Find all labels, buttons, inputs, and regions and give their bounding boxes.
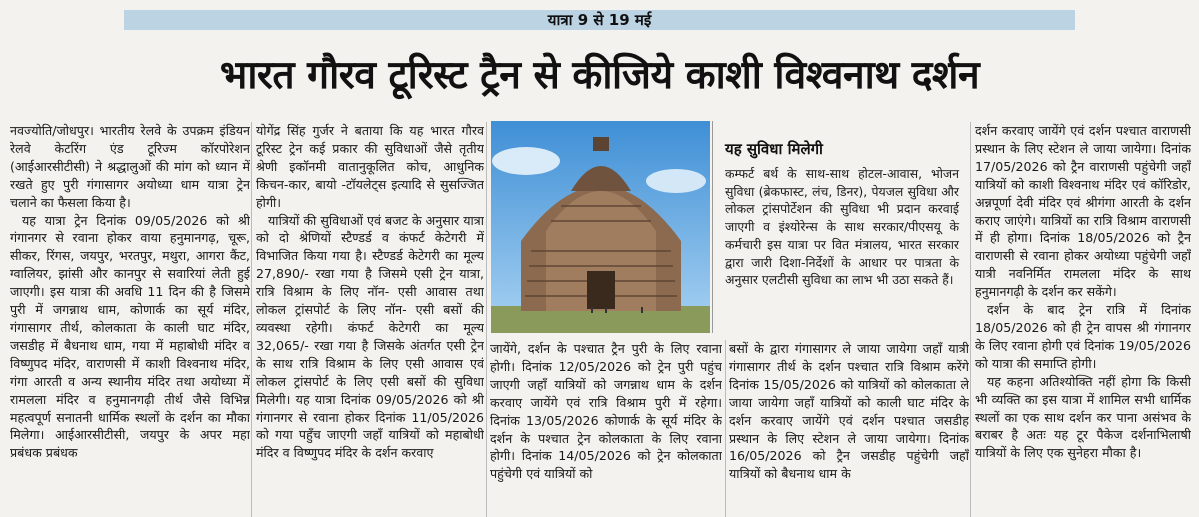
article-column-5	[975, 122, 1191, 517]
facilities-box-title: यह सुविधा मिलेगी	[725, 140, 823, 158]
column-paragraph: यह यात्रा ट्रेन दिनांक 09/05/2026 को श्री गंगानगर से रवाना होकर वाया हनुमानगढ़, चूरू, सीकर, रिंगस, जयपुर, भरतपुर, मथुरा, आगरा कैंट, ग्वालियर, झांसी और कानपुर से सवारियां लेती हुई जाएगी। इस यात्रा की अवधि 11 दिन की है जिसमे पुरी में जगन्नाथ धाम, कोणार्क का सूर्य मंदिर, गंगासागर तीर्थ, कोलकाता के काली घाट मंदिर, जसडीह में बैधनाथ धाम, गया में महाबोधी मंदिर व विष्णुपद मंदिर, वाराणसी में काशी विश्वनाथ मंदिर, गंगा आरती व अन्य स्थानीय मंदिर तथा अयोध्या में रामलला मंदिर व हनुमानगढ़ी तीर्थ जैसे विभिन्न महत्वपूर्ण सनातनी धार्मिक स्थलों के दर्शन का मौका मिलेगा। आईआरसीटीसी, जयपुर के अपर महा प्रबंधक प्रबंधक	[10, 212, 250, 461]
article-column-4	[729, 340, 969, 517]
column-paragraph: योगेंद्र सिंह गुर्जर ने बताया कि यह भारत गौरव टूरिस्ट ट्रेन कई प्रकार की सुविधाओं जैसे तृतीय श्रेणी इकॉनमी वातानुकूलित कोच, आधुनिक किचन-कार, बायो -टॉयलेट्स इत्यादि से सुसज्जित होगी।	[256, 123, 484, 210]
temple-illustration	[491, 121, 710, 333]
column-paragraph: नवज्योति/जोधपुर। भारतीय रेलवे के उपक्रम इंडियन रेलवे केटरिंग एंड टूरिज्म कॉरपोरेशन (आईआरसीटीसी) ने श्रद्धालुओं की मांग को ध्यान में रखते हुए पुरी गंगासागर अयोध्या धाम यात्रा ट्रेन चलाने का फैसला किया है।	[10, 123, 250, 210]
column-divider	[486, 122, 487, 517]
column-divider	[251, 122, 252, 517]
article-column-1	[10, 122, 250, 517]
column-paragraph: बसों के द्वारा गंगासागर ले जाया जायेगा जहाँ यात्री गंगासागर तीर्थ के दर्शन पश्चात रात्रि विश्राम करेंगे दिनांक 15/05/2026 को यात्रियों को कोलकाता ले जाया जायेगा जहाँ यात्रियों को काली घाट मंदिर के दर्शन करवाए जायेंगे एवं दर्शन पश्चात जसडीह प्रस्थान के लिए स्टेशन ले जाया जायेगा। दिनांक 16/05/2026 को ट्रैन जसडीह पहुंचेगी जहाँ यात्रियों को बैधनाथ धाम के	[729, 341, 969, 482]
facilities-box	[712, 121, 969, 333]
article-column-3	[490, 340, 722, 517]
column-paragraph: यात्रियों की सुविधाओं एवं बजट के अनुसार यात्रा को दो श्रेणियों स्टैण्डर्ड व कंफर्ट केटेगरी में विभाजित किया गया है। स्टैण्डर्ड केटेगरी का मूल्य 27,890/- रखा गया है जिसमे एसी ट्रेन यात्रा, रात्रि विश्राम के लिए नॉन- एसी आवास तथा लोकल ट्रांसपोर्ट के लिए नॉन- एसी बसों की व्यवस्था रहेगी। कंफर्ट केटेगरी का मूल्य 32,065/- रखा गया है जिसके अंतर्गत एसी ट्रेन के साथ रात्रि विश्राम के लिए एसी आवास एवं लोकल ट्रांसपोर्ट के लिए एसी बसों की सुविधा मिलेगी। यह यात्रा दिनांक 09/05/2026 को श्री गंगानगर से रवाना होकर दिनांक 11/05/2026 को गया पहुँच जाएगी जहाँ यात्रियों को महाबोधी मंदिर व विष्णुपद मंदिर के दर्शन करवाए	[256, 212, 484, 461]
column-divider	[725, 340, 726, 517]
column-paragraph: यह कहना अतिश्योक्ति नहीं होगा कि किसी भी व्यक्ति का इस यात्रा में शामिल सभी धार्मिक स्थलों का एक साथ दर्शन कर पाना असंभव के बराबर है अतः यह टूर पैकेज दर्शनाभिलाषी यात्रियों के लिए एक सुनेहरा मौका है।	[975, 373, 1191, 461]
column-divider	[970, 122, 971, 517]
column-paragraph: जायेंगे, दर्शन के पश्चात ट्रैन पुरी के लिए रवाना होगी। दिनांक 12/05/2026 को ट्रेन पुरी पहुंच जाएगी जहाँ यात्रियों को जगन्नाथ धाम के दर्शन करवाए जायेंगे एवं रात्रि विश्राम पुरी में रहेगा। दिनांक 13/05/2026 कोणार्क के सूर्य मंदिर के दर्शन के पश्चात ट्रेन कोलकाता के लिए रवाना होगी। दिनांक 14/05/2026 को ट्रेन कोलकाता पहुंचेगी एवं यात्रियों को	[490, 341, 722, 482]
column-paragraph: दर्शन करवाए जायेंगे एवं दर्शन पश्चात वाराणसी प्रस्थान के लिए स्टेशन ले जाया जायेगा। दिनांक 17/05/2026 को ट्रैन वाराणसी पहुंचेगी जहाँ यात्रियों को काशी विश्वनाथ मंदिर एवं कॉरिडोर, अन्नपूर्णा देवी मंदिर एवं श्रीगंगा आरती के दर्शन कराए जाएंगे। यात्रियों का रात्रि विश्राम वाराणसी में ही होगा। दिनांक 18/05/2026 को ट्रैन वाराणसी से रवाना होकर अयोध्या पहुंचेगी जहाँ यात्री नवनिर्मित रामलला मंदिर के साथ हनुमानगढ़ी के दर्शन कर सकेंगे।	[975, 123, 1191, 300]
facilities-box-body: कम्फर्ट बर्थ के साथ-साथ होटल-आवास, भोजन सुविधा (ब्रेकफास्ट, लंच, डिनर), पेयजल सुविधा और लोकल ट्रांसपोर्टेशन की सुविधा भी प्रदान करवाई जाएगी व इंश्योरेन्स के साथ सरकार/पीएसयू के कर्मचारी इस यात्रा पर वित मंत्रालय, भारत सरकार द्वारा जारी दिशा-निर्देशों के आधार पर पात्रता के अनुसार एलटीसी सुविधा का लाभ भी उठा सकते हैं।	[725, 166, 959, 288]
headline: भारत गौरव टूरिस्ट ट्रैन से कीजिये काशी विश्वनाथ दर्शन	[219, 53, 980, 98]
column-paragraph: दर्शन के बाद ट्रेन रात्रि में दिनांक 18/05/2026 को ही ट्रेन वापस श्री गंगानगर के लिए रवाना होगी एवं दिनांक 19/05/2026 को यात्रा की समाप्ति होगी।	[975, 302, 1191, 371]
temple-photo	[491, 121, 710, 333]
kicker-banner: यात्रा 9 से 19 मई	[124, 10, 1075, 30]
article-column-2	[256, 122, 484, 517]
